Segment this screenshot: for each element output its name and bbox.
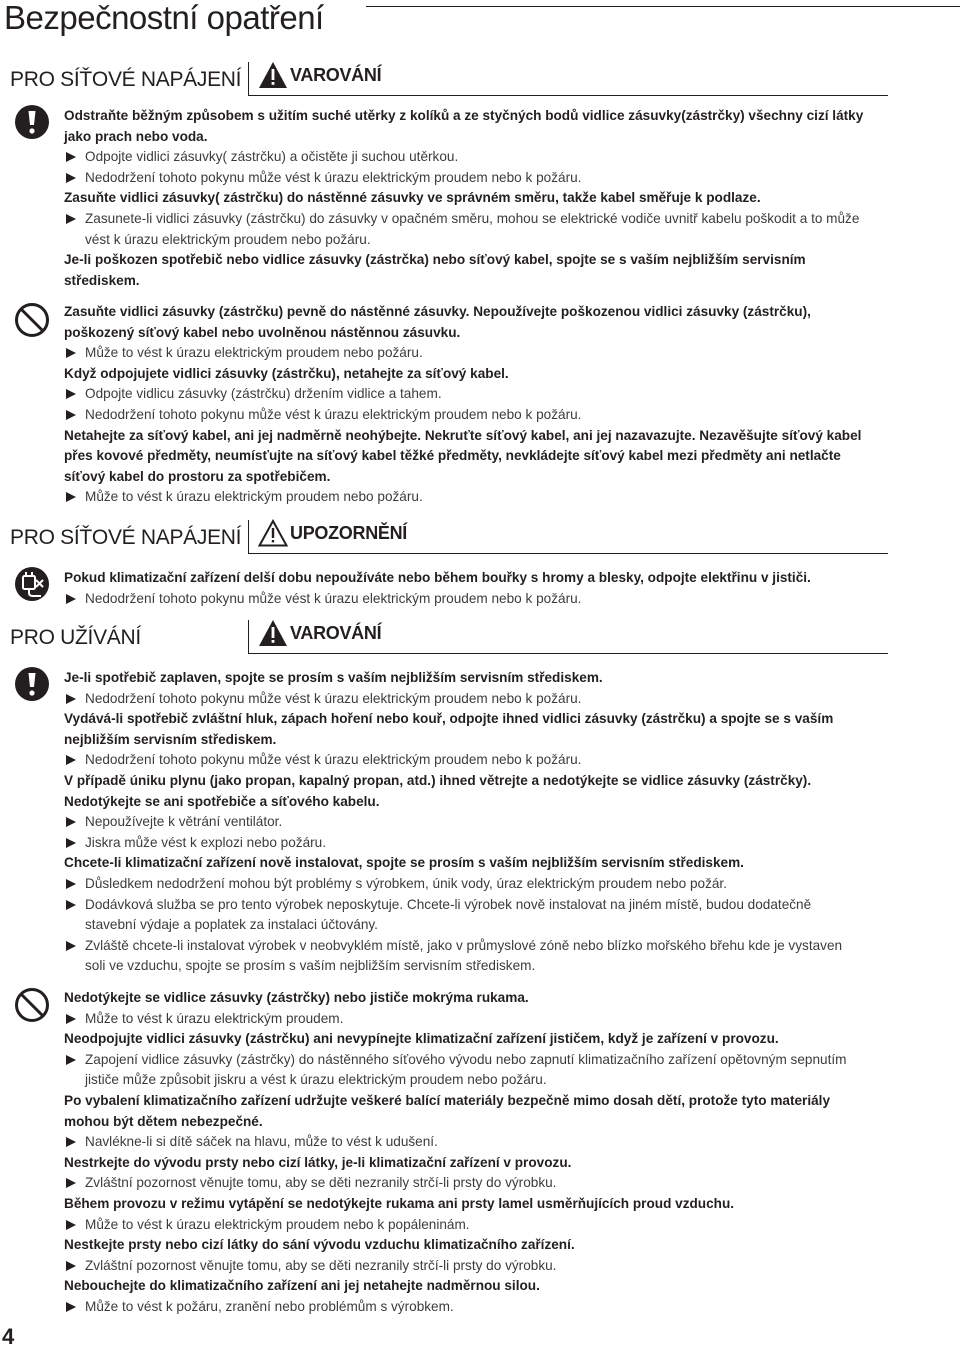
warning-level-label: VAROVÁNÍ <box>290 64 382 85</box>
bullet-note: Nepoužívejte k větrání ventilátor. <box>64 812 864 833</box>
section-header-power-warning <box>0 60 888 96</box>
instruction: Po vybalení klimatizačního zařízení udržujte veškeré balící materiály bezpečně mimo dosah dětí, protože tyto materiály mohou být dětem nebezpečné. <box>64 1092 831 1129</box>
instruction: Nebouchejte do klimatizačního zařízení ani jej netahejte nadměrnou silou. <box>64 1278 540 1294</box>
section-divider <box>248 62 249 96</box>
warning-level <box>258 60 381 90</box>
bullet-note: Zvláštní pozornost věnujte tomu, aby se děti nezranily strčí-li prsty do výrobku. <box>64 1256 864 1277</box>
bullet-note: Nedodržení tohoto pokynu může vést k úrazu elektrickým proudem nebo k požáru. <box>64 168 864 189</box>
bullet-note: Může to vést k úrazu elektrickým proudem. <box>64 1009 864 1030</box>
title-rule <box>366 6 960 7</box>
instruction: Netahejte za síťový kabel, ani jej nadměrně neohýbejte. Nekruťte síťový kabel, ani jej nazavazujte. Nezavěšujte síťový kabel přes kovové předměty, neumísťujte na síťový kabel těžké předměty, nevkládejte síťový kabel mezi předměty ani netlačte síťový kabel do prostoru za spotřebičem. <box>64 427 862 484</box>
bullet-note: Zapojení vidlice zásuvky (zástrčky) do nástěnného síťového vývodu nebo zapnutí klimatizačního zařízení opětovným sepnutím jističe může způsobit jiskru a vést k úrazu elektrickým proudem nebo požáru. <box>64 1050 864 1091</box>
section-label: PRO SÍŤOVÉ NAPÁJENÍ <box>10 526 242 549</box>
warning-triangle-icon <box>258 61 288 89</box>
bullet-note: Nedodržení tohoto pokynu může vést k úrazu elektrickým proudem nebo k požáru. <box>64 405 864 426</box>
instruction: Je-li spotřebič zaplaven, spojte se prosím s vaším nejbližším servisním střediskem. <box>64 670 603 685</box>
caution-triangle-icon <box>258 519 288 547</box>
warning-triangle-icon <box>258 619 288 647</box>
bullet-note: Může to vést k požáru, zranění nebo problémům s výrobkem. <box>64 1297 864 1318</box>
section-label: PRO UŽÍVÁNÍ <box>10 626 141 649</box>
bullet-note: Zvláště chcete-li instalovat výrobek v neobvyklém místě, jako v průmyslové zóně nebo blízko mořského břehu kde je vystaven soli ve vzduchu, spojte se prosím s vaším nejbližším servisním střediskem. <box>64 936 864 977</box>
bullet-note: Nedodržení tohoto pokynu může vést k úrazu elektrickým proudem nebo k požáru. <box>64 689 864 710</box>
prohibited-icon <box>14 987 50 1023</box>
section-rule <box>248 553 888 554</box>
warning-level <box>258 618 381 648</box>
bullet-note: Nedodržení tohoto pokynu může vést k úrazu elektrickým proudem nebo k požáru. <box>64 589 864 610</box>
instruction: V případě úniku plynu (jako propan, kapalný propan, atd.) ihned větrejte a nedotýkejte se vidlice zásuvky (zástrčky). Nedotýkejte se ani spotřebiče a síťového kabelu. <box>64 772 812 809</box>
page-number: 4 <box>2 1324 15 1349</box>
section-rule <box>248 653 888 654</box>
instruction: Pokud klimatizační zařízení delší dobu nepoužíváte nebo během bouřky s hromy a blesky, odpojte elektřinu v jističi. <box>64 570 811 585</box>
block-power-warning-1 <box>64 106 864 291</box>
unplug-power-icon <box>14 566 50 602</box>
instruction: Vydává-li spotřebič zvláštní hluk, zápach hoření nebo kouř, odpojte ihned vidlici zásuvky (zástrčku) a spojte se s vaším nejbližším servisním střediskem. <box>64 711 834 747</box>
warning-level-label: VAROVÁNÍ <box>290 622 382 643</box>
caution-level <box>258 518 407 548</box>
bullet-note: Důsledkem nedodržení mohou být problémy s výrobkem, únik vody, úraz elektrickým proudem nebo požár. <box>64 874 864 895</box>
bullet-note: Může to vést k úrazu elektrickým proudem nebo k popáleninám. <box>64 1215 864 1236</box>
bullet-note: Může to vést k úrazu elektrickým proudem nebo požáru. <box>64 343 864 364</box>
section-divider <box>248 620 249 654</box>
instruction: Zasuňte vidlici zásuvky( zástrčku) do nástěnné zásuvky ve správném směru, takže kabel směřuje k podlaze. <box>64 190 761 206</box>
section-label: PRO SÍŤOVÉ NAPÁJENÍ <box>10 68 242 91</box>
instruction: Nestrkejte do vývodu prsty nebo cizí látky, je-li klimatizační zařízení v provozu. <box>64 1154 572 1170</box>
block-usage-warning-1 <box>64 668 864 977</box>
block-power-warning-2 <box>64 302 864 508</box>
prohibited-icon <box>14 302 50 338</box>
instruction: Nestkejte prsty nebo cizí látky do sání vývodu vzduchu klimatizačního zařízení. <box>64 1237 575 1253</box>
page-title: Bezpečnostní opatření <box>4 0 324 36</box>
bullet-note: Odpojte vidlici zásuvky( zástrčku) a očistěte ji suchou utěrkou. <box>64 147 864 168</box>
block-usage-warning-2 <box>64 988 864 1318</box>
block-power-caution <box>64 568 864 609</box>
bullet-note: Jiskra může vést k explozi nebo požáru. <box>64 833 864 854</box>
bullet-note: Dodávková služba se pro tento výrobek neposkytuje. Chcete-li výrobek nově instalovat na jiném místě, budou dodatečně stavební výdaje a poplatek za instalaci účtovány. <box>64 895 864 936</box>
instruction: Odstraňte běžným způsobem s užitím suché utěrky z kolíků a ze styčných bodů vidlice zásuvky(zástrčky) všechny cizí látky jako prach nebo voda. <box>64 108 864 144</box>
instruction: Během provozu v režimu vytápění se nedotýkejte rukama ani prsty lamel usměrňujících proud vzduchu. <box>64 1195 735 1211</box>
instruction: Chcete-li klimatizační zařízení nově instalovat, spojte se prosím s vaším nejbližším servisním střediskem. <box>64 855 744 871</box>
instruction: Neodpojujte vidlici zásuvky (zástrčku) ani nevypínejte klimatizační zařízení jističem, když je zařízení v provozu. <box>64 1031 779 1047</box>
bullet-note: Odpojte vidlicu zásuvky (zástrčku) držením vidlice a tahem. <box>64 384 864 405</box>
instruction: Když odpojujete vidlici zásuvky (zástrčku), netahejte za síťový kabel. <box>64 365 509 381</box>
bullet-note: Zasunete-li vidlici zásuvky (zástrčku) do zásuvky v opačném směru, mohou se elektrické vodiče uvnitř kabelu poškodit a to může vést k úrazu elektrickým proudem nebo požáru. <box>64 209 864 250</box>
instruction: Zasuňte vidlici zásuvky (zástrčku) pevně do nástěnné zásuvky. Nepoužívejte poškozenou vidlici zásuvky (zástrčku), poškozený síťový kabel nebo uvolněnou nástěnnou zásuvku. <box>64 304 811 340</box>
section-header-usage-warning <box>0 618 888 654</box>
section-rule <box>248 95 888 96</box>
bullet-note: Navlékne-li si dítě sáček na hlavu, může to vést k udušení. <box>64 1132 864 1153</box>
bullet-note: Může to vést k úrazu elektrickým proudem nebo požáru. <box>64 487 864 508</box>
instruction: Nedotýkejte se vidlice zásuvky (zástrčky) nebo jističe mokrýma rukama. <box>64 990 529 1005</box>
mandatory-exclamation-icon <box>14 104 50 140</box>
caution-level-label: UPOZORNĚNÍ <box>290 522 408 543</box>
instruction: Je-li poškozen spotřebič nebo vidlice zásuvky (zástrčka) nebo síťový kabel, spojte se s vaším nejbližším servisním střediskem. <box>64 252 806 288</box>
section-divider <box>248 520 249 554</box>
bullet-note: Zvláštní pozornost věnujte tomu, aby se děti nezranily strčí-li prsty do výrobku. <box>64 1173 864 1194</box>
mandatory-exclamation-icon <box>14 666 50 702</box>
section-header-power-caution <box>0 518 888 554</box>
bullet-note: Nedodržení tohoto pokynu může vést k úrazu elektrickým proudem nebo k požáru. <box>64 750 864 771</box>
